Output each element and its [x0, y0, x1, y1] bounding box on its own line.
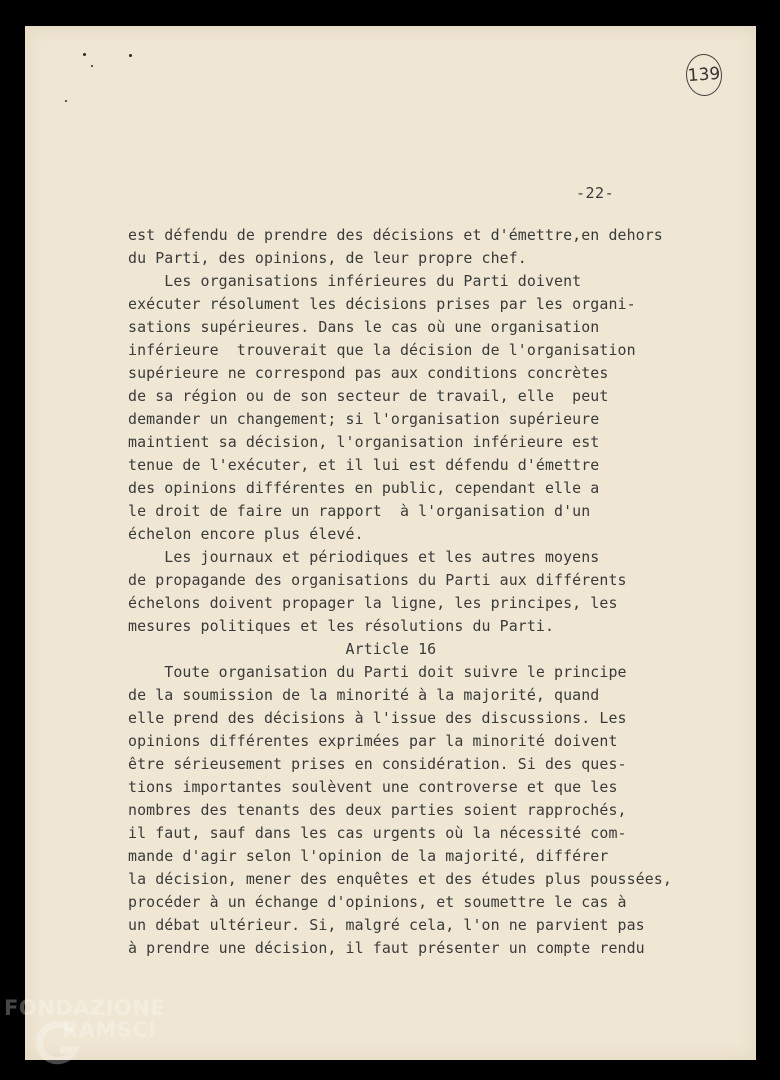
text-line: il faut, sauf dans les cas urgents où la nécessité com- — [128, 824, 627, 842]
text-line: tenue de l'exécuter, et il lui est défendu d'émettre — [128, 456, 600, 474]
page-number: -22- — [576, 184, 615, 202]
text-line: de propagande des organisations du Parti aux différents — [128, 571, 627, 589]
text-line: la décision, mener des enquêtes et des études plus poussées, — [128, 870, 672, 888]
archive-watermark — [4, 996, 194, 1080]
text-line: inférieure trouverait que la décision de l'organisation — [128, 341, 636, 359]
text-line: tions importantes soulèvent une controverse et que les — [128, 778, 618, 796]
text-line: mesures politiques et les résolutions du Parti. — [128, 617, 555, 635]
text-line: mande d'agir selon l'opinion de la majorité, différer — [128, 847, 609, 865]
text-line: procéder à un échange d'opinions, et soumettre le cas à — [128, 893, 627, 911]
watermark-line-2: RAMSCI — [62, 1018, 157, 1042]
text-line: Les journaux et périodiques et les autres moyens — [128, 548, 600, 566]
folio-number: 139 — [687, 63, 721, 87]
text-line: maintient sa décision, l'organisation inférieure est — [128, 433, 600, 451]
text-line: Les organisations inférieures du Parti doivent — [128, 272, 582, 290]
watermark-line-1: FONDAZIONE — [4, 996, 166, 1020]
text-line: le droit de faire un rapport à l'organisation d'un — [128, 502, 591, 520]
punch-mark — [129, 54, 132, 57]
text-line: opinions différentes exprimées par la minorité doivent — [128, 732, 618, 750]
text-line: de la soumission de la minorité à la majorité, quand — [128, 686, 600, 704]
text-line: du Parti, des opinions, de leur propre chef. — [128, 249, 527, 267]
article-heading: Article 16 — [128, 640, 437, 658]
punch-mark — [83, 53, 86, 56]
typed-text-block — [128, 224, 718, 960]
punch-mark — [91, 65, 93, 67]
text-line: sations supérieures. Dans le cas où une organisation — [128, 318, 600, 336]
text-line: est défendu de prendre des décisions et d'émettre,en dehors — [128, 226, 663, 244]
text-line: elle prend des décisions à l'issue des discussions. Les — [128, 709, 627, 727]
text-line: Toute organisation du Parti doit suivre le principe — [128, 663, 627, 681]
text-line: un débat ultérieur. Si, malgré cela, l'on ne parvient pas — [128, 916, 645, 934]
text-line: nombres des tenants des deux parties soient rapprochés, — [128, 801, 627, 819]
text-line: de sa région ou de son secteur de travail, elle peut — [128, 387, 609, 405]
punch-mark — [65, 100, 67, 102]
text-line: exécuter résolument les décisions prises par les organi- — [128, 295, 636, 313]
text-line: supérieure ne correspond pas aux conditions concrètes — [128, 364, 609, 382]
text-line: être sérieusement prises en considération. Si des ques- — [128, 755, 627, 773]
text-line: échelon encore plus élevé. — [128, 525, 364, 543]
text-line: demander un changement; si l'organisation supérieure — [128, 410, 600, 428]
text-line: des opinions différentes en public, cependant elle a — [128, 479, 600, 497]
text-line: échelons doivent propager la ligne, les principes, les — [128, 594, 618, 612]
text-line: à prendre une décision, il faut présenter un compte rendu — [128, 939, 645, 957]
